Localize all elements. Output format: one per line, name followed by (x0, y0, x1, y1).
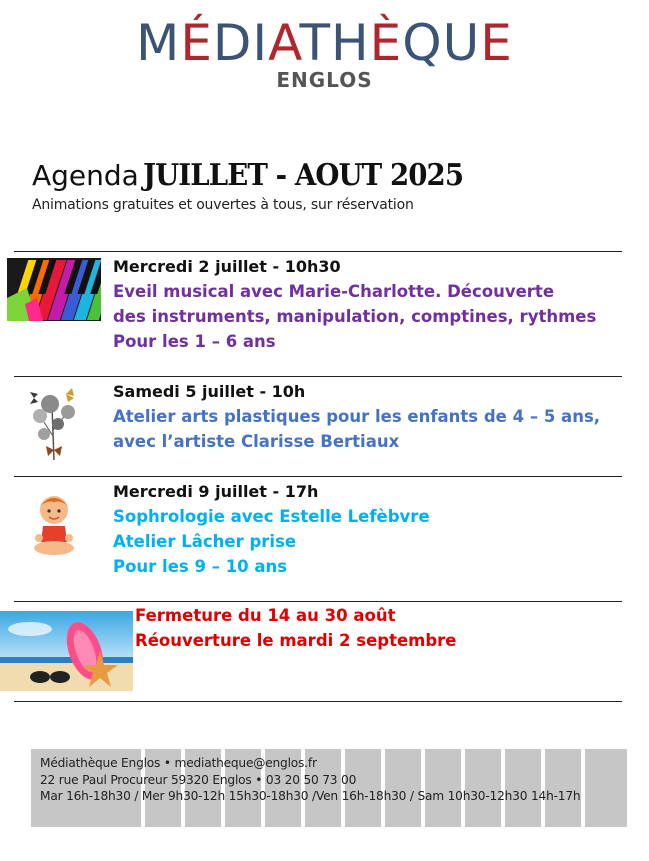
event-item (113, 479, 623, 579)
closure-dates: Fermeture du 14 au 30 août (135, 606, 396, 625)
logo-letter: E (480, 14, 513, 72)
divider (14, 251, 622, 252)
logo-letter: M (136, 14, 181, 72)
event-description: Atelier arts plastiques pour les enfants de 4 – 5 ans, (113, 407, 601, 426)
logo-letter: È (369, 14, 403, 72)
footer-hours: Mar 16h-18h30 / Mer 9h30-12h 15h30-18h30 /Ven 16h-18h30 / Sam 10h30-12h30 14h-17h (40, 789, 581, 803)
divider (14, 701, 622, 702)
logo-letter: T (299, 14, 332, 72)
footer-address: 22 rue Paul Procureur 59320 Englos • 03 20 50 73 00 (40, 772, 357, 787)
footer-info (31, 749, 627, 827)
reopening-date: Réouverture le mardi 2 septembre (135, 631, 457, 650)
event-description: avec l’artiste Clarisse Bertiaux (113, 432, 400, 451)
event-description: Eveil musical avec Marie-Charlotte. Découverte (113, 282, 555, 301)
logo-title (0, 14, 649, 72)
event-item (113, 379, 623, 454)
event-description: Sophrologie avec Estelle Lefèbvre (113, 507, 430, 526)
event-description: des instruments, manipulation, comptines, rythmes (113, 307, 597, 326)
event-date: Mercredi 9 juillet - 17h (113, 482, 319, 501)
footer-text (40, 755, 580, 805)
agenda-subtitle: Animations gratuites et ouvertes à tous, sur réservation (32, 197, 414, 213)
library-logo (0, 14, 649, 92)
beach-starfish-icon (0, 611, 133, 691)
logo-letter: Q (402, 14, 443, 72)
divider (14, 476, 622, 477)
event-audience: Pour les 1 – 6 ans (113, 332, 276, 351)
event-description: Atelier Lâcher prise (113, 532, 297, 551)
event-date: Samedi 5 juillet - 10h (113, 382, 306, 401)
child-meditating-icon (33, 494, 75, 556)
piano-keys-icon (7, 258, 101, 321)
logo-letter: U (442, 14, 481, 72)
agenda-word: Agenda (32, 159, 139, 192)
event-date: Mercredi 2 juillet - 10h30 (113, 257, 341, 276)
flower-butterflies-icon (28, 386, 80, 462)
footer-contact: Médiathèque Englos • mediatheque@englos.fr (40, 756, 317, 770)
agenda-period: JUILLET - AOUT 2025 (143, 158, 464, 193)
logo-subtitle: ENGLOS (276, 68, 373, 92)
logo-letter: H (331, 14, 370, 72)
logo-letter: A (268, 14, 300, 72)
divider (14, 601, 622, 602)
logo-letter: D (212, 14, 253, 72)
logo-letter: I (252, 14, 269, 72)
divider (14, 376, 622, 377)
event-audience: Pour les 9 – 10 ans (113, 557, 288, 576)
closure-notice (135, 603, 645, 653)
event-item (113, 254, 623, 354)
logo-letter: É (180, 14, 213, 72)
footer-stripe (581, 749, 585, 827)
agenda-heading (32, 158, 491, 193)
